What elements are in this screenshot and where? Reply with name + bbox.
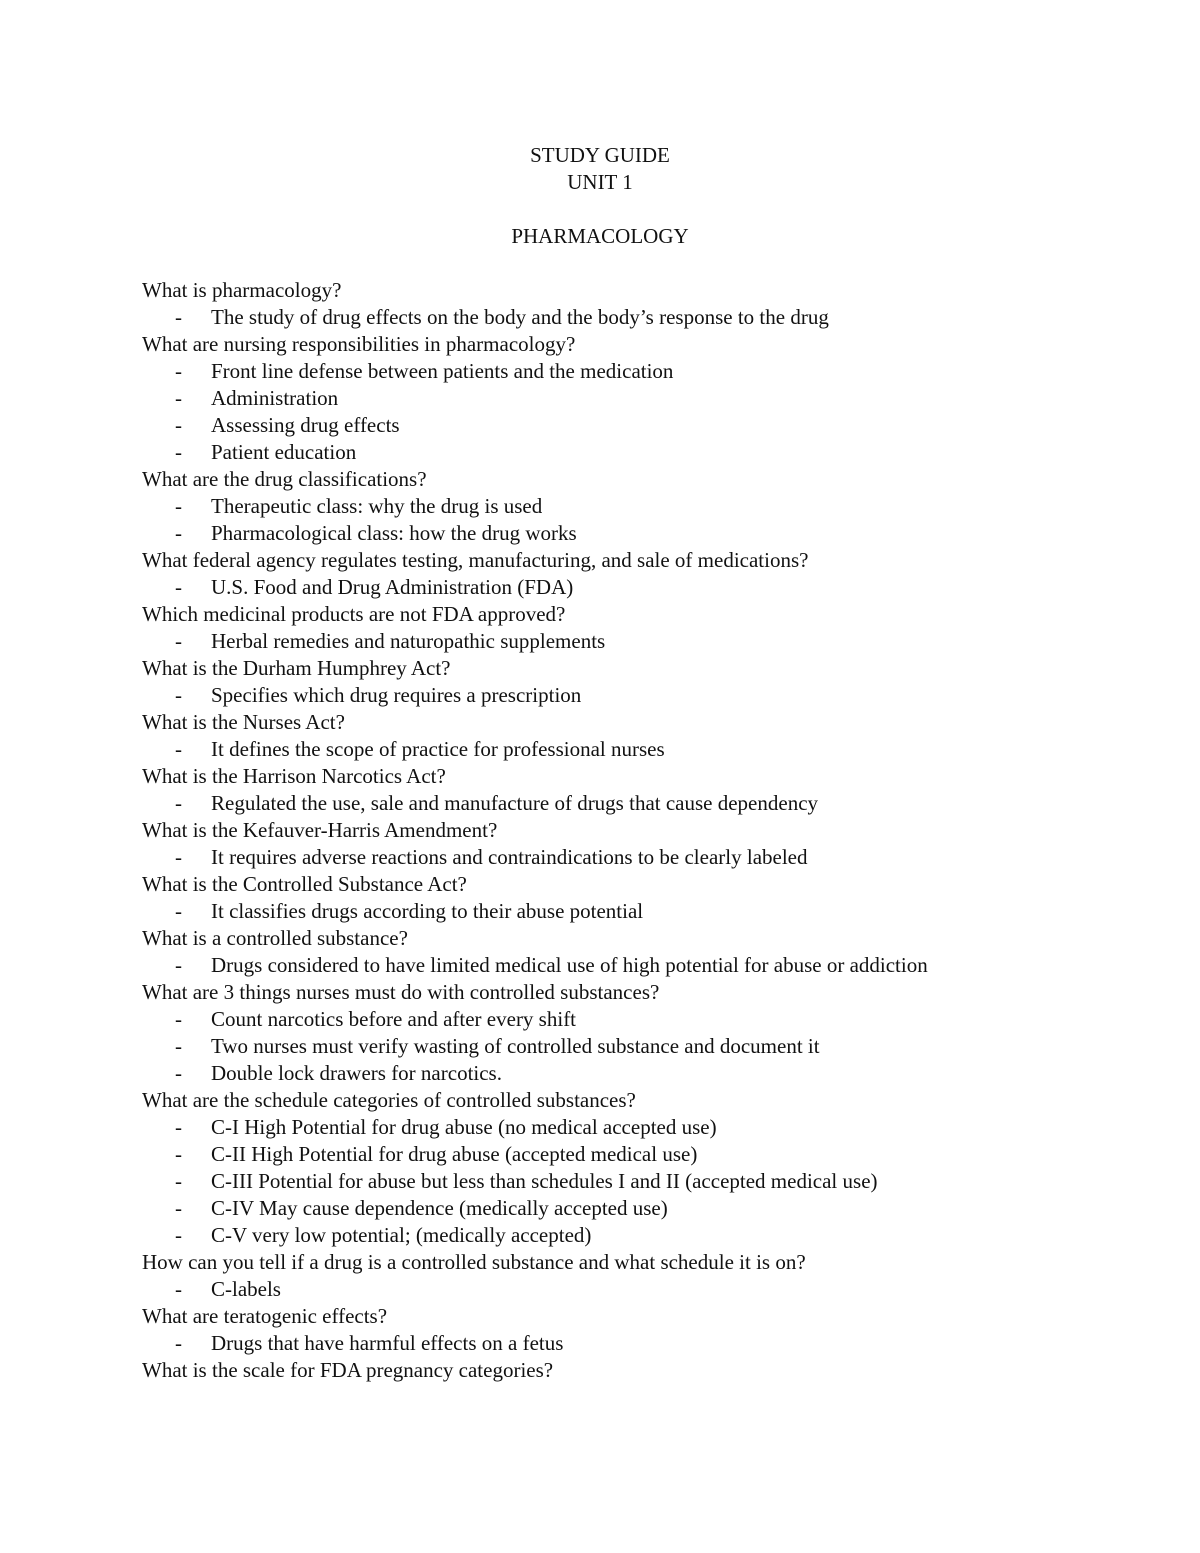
- study-guide-body: [142, 277, 1162, 1384]
- question-text: What is the scale for FDA pregnancy categories?: [142, 1358, 554, 1382]
- bullet-dash: -: [175, 575, 182, 599]
- bullet-dash: -: [175, 440, 182, 464]
- answer-item: [142, 682, 1162, 709]
- question-text: What is the Harrison Narcotics Act?: [142, 764, 446, 788]
- question-text: What is pharmacology?: [142, 278, 342, 302]
- bullet-dash: -: [175, 1169, 182, 1193]
- answer-item: [142, 412, 1162, 439]
- bullet-dash: -: [175, 305, 182, 329]
- qa-section: [142, 1249, 1162, 1303]
- bullet-dash: -: [175, 386, 182, 410]
- qa-section: [142, 601, 1162, 655]
- answer-item: [142, 790, 1162, 817]
- answer-text: Front line defense between patients and the medication: [211, 359, 674, 383]
- answer-text: It classifies drugs according to their abuse potential: [211, 899, 644, 923]
- answer-list: [142, 1006, 1162, 1087]
- answer-text: C-IV May cause dependence (medically accepted use): [211, 1196, 668, 1220]
- bullet-dash: -: [175, 1115, 182, 1139]
- answer-text: Therapeutic class: why the drug is used: [211, 494, 543, 518]
- answer-list: [142, 1276, 1162, 1303]
- qa-section: [142, 817, 1162, 871]
- answer-item: [142, 385, 1162, 412]
- answer-list: [142, 358, 1162, 466]
- answer-item: [142, 952, 1162, 979]
- bullet-dash: -: [175, 359, 182, 383]
- answer-item: [142, 358, 1162, 385]
- answer-text: Administration: [211, 386, 339, 410]
- answer-item: [142, 628, 1162, 655]
- answer-list: [142, 1114, 1162, 1249]
- bullet-dash: -: [175, 494, 182, 518]
- bullet-dash: -: [175, 1277, 182, 1301]
- answer-text: Regulated the use, sale and manufacture of drugs that cause dependency: [211, 791, 819, 815]
- question-text: What is a controlled substance?: [142, 926, 408, 950]
- answer-text: It requires adverse reactions and contraindications to be clearly labeled: [211, 845, 808, 869]
- bullet-dash: -: [175, 521, 182, 545]
- answer-item: [142, 1222, 1162, 1249]
- answer-item: [142, 1033, 1162, 1060]
- answer-item: [142, 1168, 1162, 1195]
- answer-item: [142, 1141, 1162, 1168]
- bullet-dash: -: [175, 1331, 182, 1355]
- answer-text: Specifies which drug requires a prescription: [211, 683, 582, 707]
- answer-text: It defines the scope of practice for professional nurses: [211, 737, 665, 761]
- bullet-dash: -: [175, 737, 182, 761]
- question-text: What are teratogenic effects?: [142, 1304, 388, 1328]
- answer-item: [142, 898, 1162, 925]
- question-text: Which medicinal products are not FDA approved?: [142, 602, 566, 626]
- qa-section: [142, 763, 1162, 817]
- qa-section: [142, 1087, 1162, 1249]
- answer-list: [142, 898, 1162, 925]
- bullet-dash: -: [175, 1034, 182, 1058]
- answer-text: C-II High Potential for drug abuse (accepted medical use): [211, 1142, 698, 1166]
- answer-text: C-labels: [211, 1277, 281, 1301]
- answer-item: [142, 1195, 1162, 1222]
- answer-text: Double lock drawers for narcotics.: [211, 1061, 502, 1085]
- answer-item: [142, 844, 1162, 871]
- bullet-dash: -: [175, 1061, 182, 1085]
- answer-item: [142, 520, 1162, 547]
- qa-section: [142, 466, 1162, 547]
- bullet-dash: -: [175, 413, 182, 437]
- qa-section: [142, 979, 1162, 1087]
- subject-heading: PHARMACOLOGY: [511, 224, 689, 248]
- answer-text: Count narcotics before and after every shift: [211, 1007, 577, 1031]
- question-text: What is the Durham Humphrey Act?: [142, 656, 451, 680]
- bullet-dash: -: [175, 1007, 182, 1031]
- answer-list: [142, 574, 1162, 601]
- answer-text: C-I High Potential for drug abuse (no medical accepted use): [211, 1115, 717, 1139]
- qa-section: [142, 277, 1162, 331]
- answer-item: [142, 1114, 1162, 1141]
- bullet-dash: -: [175, 1142, 182, 1166]
- answer-item: [142, 493, 1162, 520]
- unit-label: UNIT 1: [567, 170, 633, 194]
- answer-item: [142, 1060, 1162, 1087]
- answer-item: [142, 1330, 1162, 1357]
- document-title: STUDY GUIDE: [530, 143, 670, 167]
- document-header: [0, 142, 1200, 250]
- answer-text: Herbal remedies and naturopathic supplements: [211, 629, 606, 653]
- qa-section: [142, 1303, 1162, 1357]
- qa-section: [142, 331, 1162, 466]
- answer-text: Assessing drug effects: [211, 413, 400, 437]
- bullet-dash: -: [175, 845, 182, 869]
- answer-list: [142, 682, 1162, 709]
- answer-text: Patient education: [211, 440, 357, 464]
- answer-list: [142, 844, 1162, 871]
- question-text: How can you tell if a drug is a controlled substance and what schedule it is on?: [142, 1250, 806, 1274]
- bullet-dash: -: [175, 629, 182, 653]
- question-text: What federal agency regulates testing, manufacturing, and sale of medications?: [142, 548, 809, 572]
- answer-text: Two nurses must verify wasting of controlled substance and document it: [211, 1034, 820, 1058]
- qa-section: [142, 709, 1162, 763]
- qa-section: [142, 655, 1162, 709]
- answer-list: [142, 628, 1162, 655]
- answer-list: [142, 1330, 1162, 1357]
- question-text: What are nursing responsibilities in pharmacology?: [142, 332, 576, 356]
- qa-section: [142, 1357, 1162, 1384]
- question-text: What are 3 things nurses must do with controlled substances?: [142, 980, 660, 1004]
- answer-item: [142, 304, 1162, 331]
- answer-text: Pharmacological class: how the drug works: [211, 521, 577, 545]
- answer-list: [142, 304, 1162, 331]
- answer-text: Drugs that have harmful effects on a fetus: [211, 1331, 564, 1355]
- answer-text: C-III Potential for abuse but less than schedules I and II (accepted medical use): [211, 1169, 878, 1193]
- question-text: What are the drug classifications?: [142, 467, 427, 491]
- question-text: What are the schedule categories of controlled substances?: [142, 1088, 636, 1112]
- answer-list: [142, 790, 1162, 817]
- bullet-dash: -: [175, 791, 182, 815]
- answer-list: [142, 493, 1162, 547]
- qa-section: [142, 925, 1162, 979]
- bullet-dash: -: [175, 899, 182, 923]
- answer-text: U.S. Food and Drug Administration (FDA): [211, 575, 574, 599]
- answer-text: The study of drug effects on the body and the body’s response to the drug: [211, 305, 829, 329]
- answer-item: [142, 736, 1162, 763]
- bullet-dash: -: [175, 1196, 182, 1220]
- bullet-dash: -: [175, 1223, 182, 1247]
- question-text: What is the Nurses Act?: [142, 710, 345, 734]
- bullet-dash: -: [175, 953, 182, 977]
- answer-item: [142, 439, 1162, 466]
- question-text: What is the Controlled Substance Act?: [142, 872, 467, 896]
- qa-section: [142, 871, 1162, 925]
- answer-item: [142, 574, 1162, 601]
- answer-text: C-V very low potential; (medically accepted): [211, 1223, 592, 1247]
- answer-item: [142, 1006, 1162, 1033]
- answer-list: [142, 952, 1162, 979]
- qa-section: [142, 547, 1162, 601]
- answer-list: [142, 736, 1162, 763]
- question-text: What is the Kefauver-Harris Amendment?: [142, 818, 498, 842]
- answer-item: [142, 1276, 1162, 1303]
- bullet-dash: -: [175, 683, 182, 707]
- answer-text: Drugs considered to have limited medical use of high potential for abuse or addiction: [211, 953, 928, 977]
